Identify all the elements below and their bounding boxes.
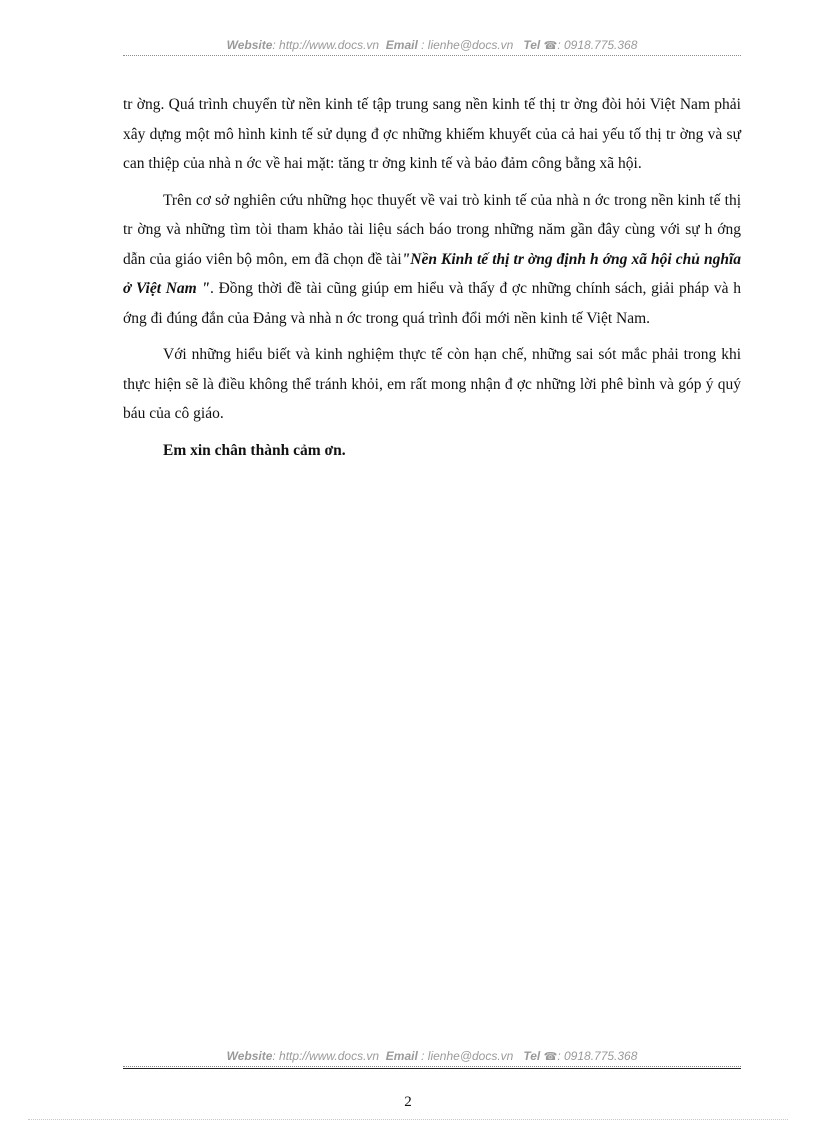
page-footer bbox=[123, 1049, 741, 1063]
footer-tel-value: : 0918.775.368 bbox=[557, 1049, 638, 1063]
footer-website-value: : http://www.docs.vn bbox=[272, 1049, 380, 1063]
footer-website-label: Website bbox=[226, 1049, 273, 1063]
header-tel-value: : 0918.775.368 bbox=[557, 38, 638, 52]
paragraph-2-rest: . Đồng thời đề tài cũng giúp em hiểu và thấy đ ợc những chính sách, giải pháp và h ớng đi đúng đắn của Đảng và nhà n ớc trong quá trình đổi mới nền kinh tế Việt Nam. bbox=[123, 280, 741, 327]
header-email-label: Email bbox=[385, 38, 418, 52]
thesis-title: "Nền Kinh tế thị tr ờng định h ớng xã hội chủ nghĩa ở Việt Nam " bbox=[123, 250, 741, 297]
footer-email-value: : lienhe@docs.vn bbox=[421, 1049, 514, 1063]
header-divider bbox=[123, 55, 741, 56]
paragraph-1: tr ờng. Quá trình chuyển từ nền kinh tế tập trung sang nền kinh tế thị tr ờng đòi hỏi Việt Nam phải xây dựng một mô hình kinh tế sử dụng đ ợc những khiếm khuyết của cả hai yếu tố thị tr ờng và sự can thiệp của nhà n ớc về hai mặt: tăng tr ởng kinh tế và bảo đảm công bằng xã hội. bbox=[123, 96, 741, 172]
page-number: 2 bbox=[404, 1094, 412, 1110]
page-header bbox=[123, 38, 741, 52]
footer-tel-label: Tel bbox=[523, 1049, 541, 1063]
phone-icon: ☎ bbox=[543, 1051, 558, 1063]
document-body bbox=[123, 90, 741, 472]
closing-line: Em xin chân thành cảm ơn. bbox=[163, 441, 346, 459]
phone-icon: ☎ bbox=[543, 40, 558, 52]
header-tel-label: Tel bbox=[523, 38, 541, 52]
header-email-value: : lienhe@docs.vn bbox=[421, 38, 514, 52]
footer-email-label: Email bbox=[385, 1049, 418, 1063]
footer-divider-solid bbox=[123, 1068, 741, 1069]
paragraph-2 bbox=[123, 186, 741, 334]
footer-divider-dotted bbox=[123, 1066, 741, 1067]
header-website-value: : http://www.docs.vn bbox=[272, 38, 380, 52]
header-website-label: Website bbox=[226, 38, 273, 52]
paragraph-2-text: Trên cơ sở nghiên cứu những học thuyết về vai trò kinh tế của nhà n ớc trong nền kinh tế thị tr ờng và những tìm tòi tham khảo tài liệu sách báo trong những năm gần đây cùng với sự h ớng dẫn của giáo viên bộ môn, em đã chọn đề tài bbox=[123, 191, 741, 268]
paragraph-3: Với những hiểu biết và kinh nghiệm thực tế còn hạn chế, những sai sót mắc phải trong khi thực hiện sẽ là điều không thể tránh khỏi, em rất mong nhận đ ợc những lời phê bình và góp ý quý báu của cô giáo. bbox=[123, 346, 741, 422]
page-bottom-divider bbox=[28, 1119, 788, 1120]
